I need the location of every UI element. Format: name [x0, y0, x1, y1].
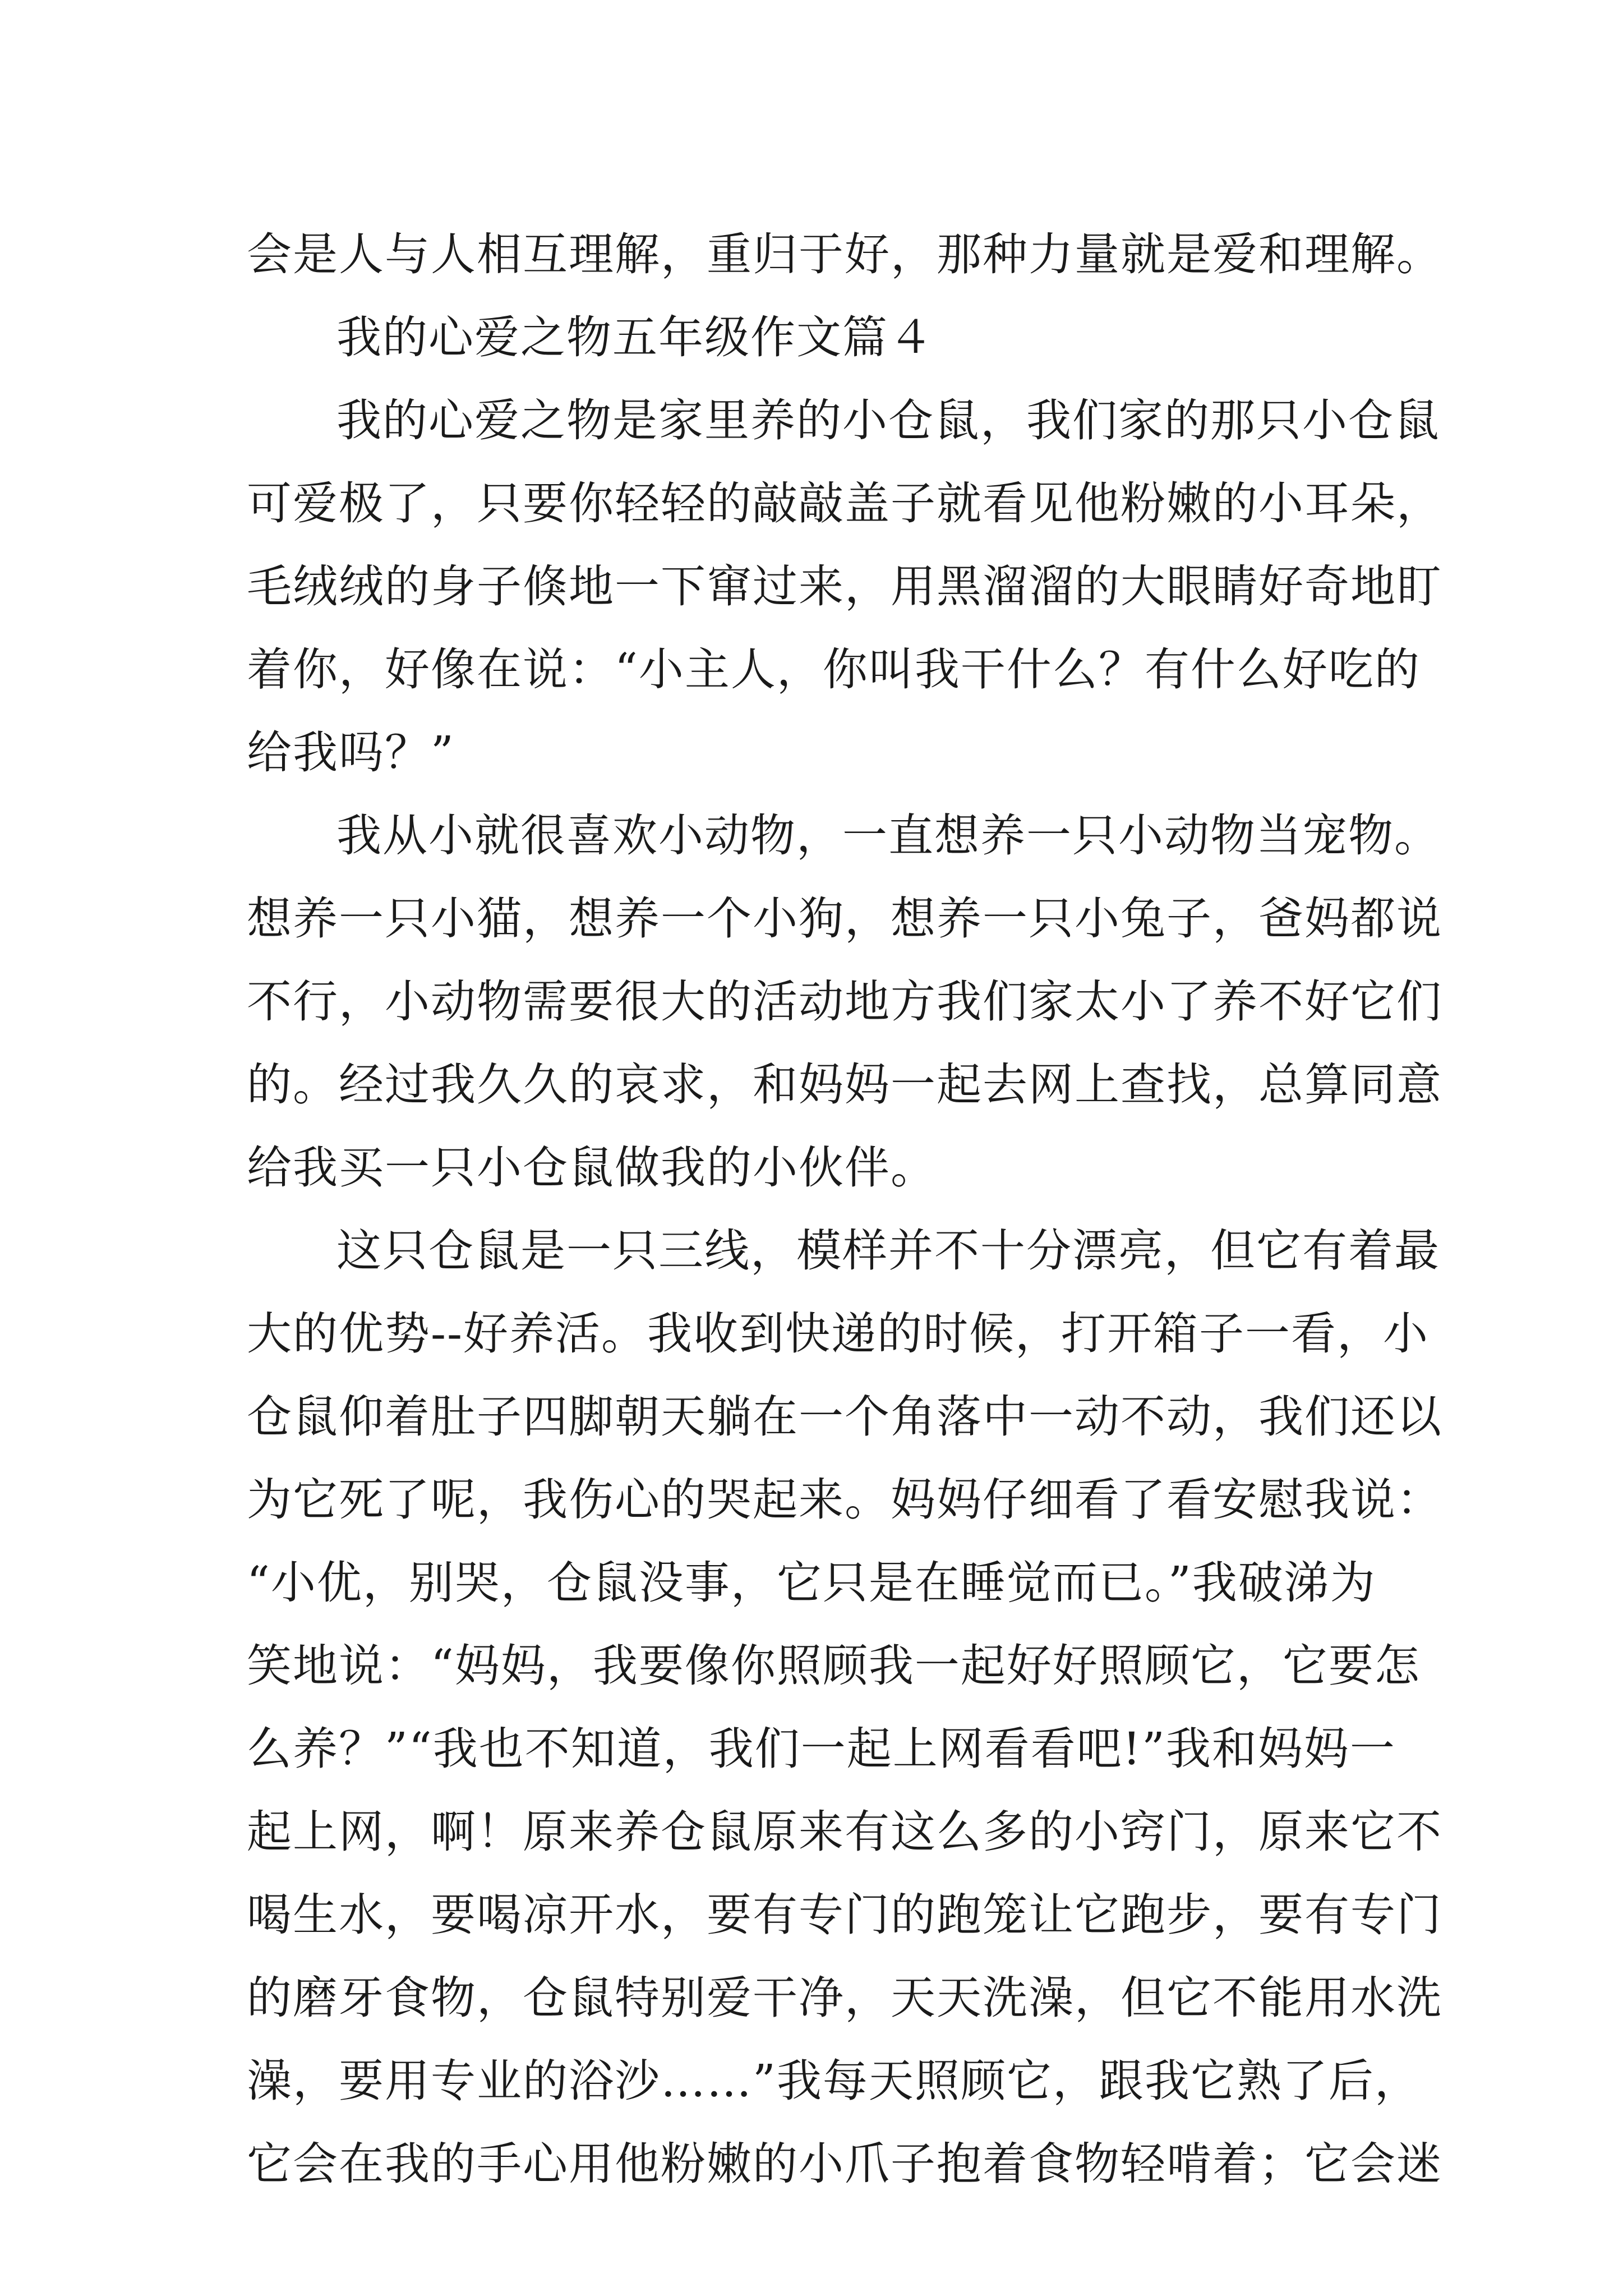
- opening-line: 会是人与人相互理解，重归于好，那种力量就是爱和理解。: [247, 228, 1442, 280]
- paragraph-line: 这只仓鼠是一只三线，模样并不十分漂亮，但它有着最: [336, 1225, 1440, 1277]
- paragraph-line: 起上网，啊！原来养仓鼠原来有这么多的小窍门，原来它不: [247, 1806, 1442, 1858]
- paragraph-line: 不行，小动物需要很大的活动地方我们家太小了养不好它们: [247, 976, 1442, 1028]
- paragraph-line: “小优，别哭，仓鼠没事，它只是在睡觉而已。”我破涕为: [247, 1557, 1376, 1609]
- paragraph-line: 大的优势--好养活。我收到快递的时候，打开箱子一看，小: [247, 1308, 1430, 1360]
- paragraph-line: 仓鼠仰着肚子四脚朝天躺在一个角落中一动不动，我们还以: [247, 1391, 1442, 1443]
- paragraph-line: 给我买一只小仓鼠做我的小伙伴。: [247, 1142, 937, 1194]
- paragraph-line: 可爱极了，只要你轻轻的敲敲盖子就看见他粉嫩的小耳朵，: [247, 477, 1442, 530]
- paragraph-line: 给我吗？”: [247, 726, 455, 779]
- paragraph-2: [247, 794, 1442, 1209]
- paragraph-line: 么养？”“我也不知道，我们一起上网看看吧!”我和妈妈一: [247, 1723, 1396, 1775]
- paragraph-line: 我从小就很喜欢小动物，一直想养一只小动物当宠物。: [336, 809, 1440, 862]
- paragraph-line: 的磨牙食物，仓鼠特别爱干净，天天洗澡，但它不能用水洗: [247, 1972, 1442, 2024]
- paragraph-line: 它会在我的手心用他粉嫩的小爪子抱着食物轻啃着；它会迷: [247, 2138, 1442, 2190]
- paragraph-line: 笑地说：“妈妈，我要像你照顾我一起好好照顾它，它要怎: [247, 1640, 1421, 1692]
- paragraph-line: 我的心爱之物是家里养的小仓鼠，我们家的那只小仓鼠: [336, 394, 1440, 447]
- paragraph-line: 着你，好像在说：“小主人，你叫我干什么？有什么好吃的: [247, 643, 1421, 696]
- paragraph-line: 为它死了呢，我伤心的哭起来。妈妈仔细看了看安慰我说：: [247, 1474, 1442, 1526]
- paragraph-line: 毛绒绒的身子倏地一下窜过来，用黑溜溜的大眼睛好奇地盯: [247, 560, 1442, 613]
- paragraph-line: 想养一只小猫，想养一个小狗，想养一只小兔子，爸妈都说: [247, 892, 1442, 945]
- paragraph-line: 喝生水，要喝凉开水，要有专门的跑笼让它跑步，要有专门: [247, 1889, 1442, 1941]
- paragraph-line: 的。经过我久久的哀求，和妈妈一起去网上查找，总算同意: [247, 1059, 1442, 1111]
- paragraph-1: [247, 379, 1442, 794]
- document-body: [247, 213, 1442, 2206]
- paragraph-3: [247, 1209, 1442, 2206]
- paragraph-line: 澡，要用专业的浴沙……”我每天照顾它，跟我它熟了后，: [247, 2055, 1421, 2107]
- section-heading: 我的心爱之物五年级作文篇４: [336, 311, 934, 364]
